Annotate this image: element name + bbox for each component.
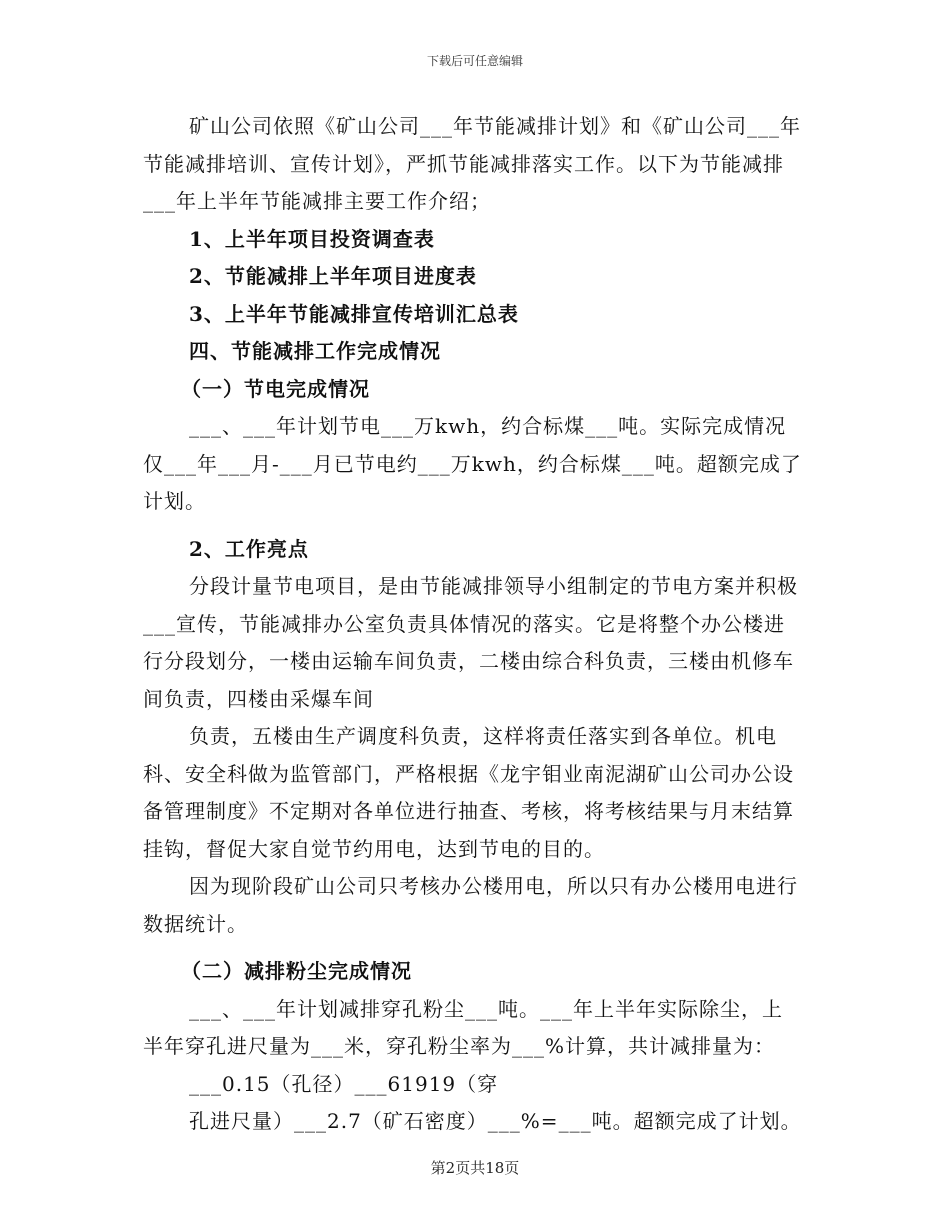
- list-item-training-table: 3、上半年节能减排宣传培训汇总表: [189, 301, 519, 326]
- section-heading-completion: 四、节能减排工作完成情况: [189, 339, 441, 363]
- power-saving-paragraph: ___、___年计划节电___万kwh，约合标煤___吨。实际完成情况仅___年___月-___月已节电约___万kwh，约合标煤___吨。超额完成了计划。: [143, 414, 802, 513]
- document-body: [143, 108, 803, 1141]
- formula-line-1: ___0.15（孔径）___61919（穿: [189, 1071, 499, 1096]
- formula-line-2: 孔进尺量）___2.7（矿石密度）___%=___吨。超额完成了计划。: [189, 1109, 802, 1133]
- page-footer: 第2页共18页: [430, 1159, 520, 1177]
- highlights-paragraph-1: 分段计量节电项目，是由节能减排领导小组制定的节电方案并积极___宣传，节能减排办公室负责具体情况的落实。它是将整个办公楼进行分段划分，一楼由运输车间负责，二楼由综合科负责，三楼由机修车间负责，四楼由采爆车间: [143, 574, 798, 711]
- page-header: 下载后可任意编辑: [426, 54, 523, 68]
- statistics-paragraph: 因为现阶段矿山公司只考核办公楼用电，所以只有办公楼用电进行数据统计。: [143, 874, 798, 936]
- intro-paragraph: 矿山公司依照《矿山公司___年节能减排计划》和《矿山公司___年节能减排培训、宣传计划》，严抓节能减排落实工作。以下为节能减排___年上半年节能减排主要工作介绍；: [143, 114, 801, 213]
- list-item-investment-table: 1、上半年项目投资调查表: [189, 226, 435, 251]
- list-item-highlights: 2、工作亮点: [189, 536, 309, 561]
- subsection-heading-dust-reduction: （二）减排粉尘完成情况: [181, 959, 412, 983]
- highlights-paragraph-2: 负责，五楼由生产调度科负责，这样将责任落实到各单位。机电科、安全科做为监管部门，严格根据《龙宇钼业南泥湖矿山公司办公设备管理制度》不定期对各单位进行抽查、考核，将考核结果与月末结算挂钩，督促大家自觉节约用电，达到节电的目的。: [143, 724, 794, 861]
- subsection-heading-power-saving: （一）节电完成情况: [181, 376, 370, 401]
- list-item-progress-table: 2、节能减排上半年项目进度表: [189, 264, 477, 288]
- dust-reduction-paragraph: ___、___年计划减排穿孔粉尘___吨。___年上半年实际除尘，上半年穿孔进尺量为___米，穿孔粉尘率为___%计算，共计减排量为：: [143, 996, 783, 1058]
